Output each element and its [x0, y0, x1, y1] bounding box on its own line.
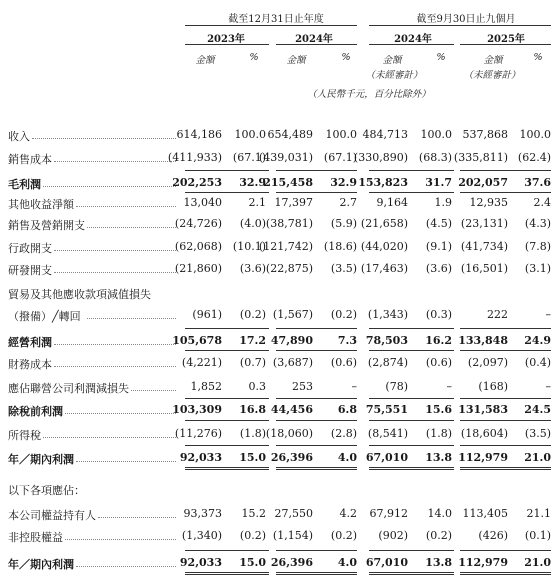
table-cell: 100.0 [420, 128, 452, 141]
table-cell: (330,890) [353, 151, 408, 164]
header-year-end: 截至12月31日止年度 [228, 14, 324, 25]
col-pct-3: % [436, 52, 446, 63]
table-cell: (21,860) [174, 262, 222, 275]
table-cell: 537,868 [462, 128, 508, 141]
table-cell: 614,186 [176, 128, 222, 141]
row-label: 所得稅 [8, 429, 41, 442]
table-cell: – [545, 308, 551, 321]
table-cell: (4.5) [425, 217, 452, 230]
table-cell: (62,068) [174, 240, 222, 253]
table-cell: 31.7 [425, 176, 452, 189]
table-cell: 2.1 [248, 196, 266, 209]
table-cell: 100.0 [234, 128, 266, 141]
table-cell: (411,933) [167, 151, 222, 164]
table-cell: (1.8) [425, 427, 452, 440]
year-2025: 2025年 [487, 34, 525, 45]
header-nine-months: 截至9月30日止九個月 [416, 14, 516, 25]
table-cell: 131,583 [458, 403, 508, 416]
unaudited-2025: （未經審計） [463, 70, 521, 81]
table-rule [185, 420, 269, 421]
table-cell: 92,033 [179, 556, 222, 569]
row-label: 非控股權益 [8, 531, 63, 544]
table-cell: (3.6) [425, 262, 452, 275]
table-cell: 14.0 [427, 507, 452, 520]
table-cell: (2.8) [330, 427, 357, 440]
table-rule [460, 398, 551, 399]
row-label: 其他收益淨額 [8, 198, 74, 211]
table-cell: 253 [292, 380, 313, 393]
table-cell: 105,678 [172, 334, 222, 347]
table-cell: (5.9) [330, 217, 357, 230]
table-rule [460, 350, 551, 351]
table-cell: 113,405 [462, 507, 508, 520]
table-rule [369, 467, 454, 470]
table-cell: (3.5) [330, 262, 357, 275]
table-cell: (2,874) [367, 356, 408, 369]
table-cell: (62.4) [517, 151, 551, 164]
table-cell: 21.0 [524, 451, 551, 464]
table-cell: 27,550 [274, 507, 313, 520]
row-label: 行政開支 [8, 242, 52, 255]
table-rule [276, 170, 357, 171]
table-cell: 21.0 [524, 556, 551, 569]
table-cell: (68.3) [418, 151, 452, 164]
table-cell: 202,057 [458, 176, 508, 189]
table-cell: (0.2) [239, 308, 266, 321]
table-cell: (961) [192, 308, 222, 321]
table-cell: 32.9 [239, 176, 266, 189]
table-cell: 13.8 [425, 451, 452, 464]
table-rule [460, 170, 551, 171]
table-cell: (18,604) [460, 427, 508, 440]
table-cell: (3,687) [272, 356, 313, 369]
table-cell: (0.6) [330, 356, 357, 369]
table-cell: 100.0 [325, 128, 357, 141]
table-rule [276, 328, 357, 329]
table-cell: 133,848 [458, 334, 508, 347]
rule-2023 [185, 44, 269, 45]
table-cell: (24,726) [174, 217, 222, 230]
table-cell: (1,343) [367, 308, 408, 321]
table-rule [276, 420, 357, 421]
table-rule [369, 350, 454, 351]
year-2024a: 2024年 [295, 34, 333, 45]
rule-2024a [276, 44, 357, 45]
table-cell: (0.2) [425, 529, 452, 542]
row-label: 除稅前利潤 [8, 405, 63, 418]
col-amount-2: 金額 [286, 55, 306, 66]
unaudited-2024: （未經審計） [365, 70, 423, 81]
table-rule [185, 445, 269, 446]
row-label: 應佔聯營公司利潤減損失 [8, 382, 129, 395]
table-cell: 24.5 [524, 403, 551, 416]
table-cell: (23,131) [460, 217, 508, 230]
table-cell: 16.2 [425, 334, 452, 347]
table-rule [369, 420, 454, 421]
table-cell: (18.6) [323, 240, 357, 253]
row-label: 年／期內利潤 [8, 558, 74, 571]
table-cell: (67.1) [232, 151, 266, 164]
table-cell: (18,060) [265, 427, 313, 440]
table-cell: (0.3) [425, 308, 452, 321]
table-rule [369, 398, 454, 399]
table-cell: (0.2) [239, 529, 266, 542]
table-rule [369, 550, 454, 551]
table-rule [185, 328, 269, 329]
table-cell: 15.0 [239, 556, 266, 569]
row-label: 年／期內利潤 [8, 453, 74, 466]
table-cell: (0.1) [524, 529, 551, 542]
table-cell: (4.3) [524, 217, 551, 230]
table-cell: 15.0 [239, 451, 266, 464]
table-cell: (902) [378, 529, 408, 542]
table-cell: 654,489 [267, 128, 313, 141]
table-rule [185, 350, 269, 351]
table-rule [276, 572, 357, 575]
table-cell: 112,979 [458, 556, 508, 569]
table-rule [460, 467, 551, 470]
table-cell: 2.4 [533, 196, 551, 209]
table-rule [369, 192, 454, 193]
row-label: 銷售及營銷開支 [8, 219, 85, 232]
table-cell: 16.8 [239, 403, 266, 416]
table-cell: (78) [385, 380, 408, 393]
unit-note: （人民幣千元，百分比除外） [307, 89, 431, 100]
table-rule [276, 350, 357, 351]
table-cell: 1.9 [434, 196, 452, 209]
table-cell: 100.0 [519, 128, 551, 141]
table-cell: 92,033 [179, 451, 222, 464]
col-pct-2: % [341, 52, 351, 63]
table-cell: 67,010 [365, 556, 408, 569]
table-cell: (439,031) [258, 151, 313, 164]
table-rule [460, 550, 551, 551]
table-cell: (0.7) [239, 356, 266, 369]
year-2024b: 2024年 [394, 34, 432, 45]
table-cell: 15.6 [425, 403, 452, 416]
rule-year-end [185, 25, 357, 26]
table-rule [276, 192, 357, 193]
table-cell: (17,463) [360, 262, 408, 275]
row-label: 銷售成本 [8, 153, 52, 166]
table-rule [276, 550, 357, 551]
table-rule [460, 420, 551, 421]
table-cell: (2,097) [467, 356, 508, 369]
row-label: 收入 [8, 130, 30, 143]
table-cell: 12,935 [469, 196, 508, 209]
table-rule [460, 328, 551, 329]
table-rule [185, 550, 269, 551]
table-rule [369, 572, 454, 575]
table-rule [369, 328, 454, 329]
table-cell: 78,503 [365, 334, 408, 347]
table-cell: – [545, 380, 551, 393]
table-cell: (121,742) [258, 240, 313, 253]
table-cell: (0.4) [524, 356, 551, 369]
table-cell: 4.0 [337, 556, 357, 569]
table-rule [185, 398, 269, 399]
rule-2025 [460, 44, 551, 45]
rule-nine-months [369, 25, 551, 26]
table-cell: 153,823 [358, 176, 408, 189]
table-rule [369, 170, 454, 171]
table-cell: (168) [478, 380, 508, 393]
table-cell: (0.2) [330, 308, 357, 321]
table-cell: (38,781) [265, 217, 313, 230]
rule-2024b [369, 44, 454, 45]
table-cell: 202,253 [172, 176, 222, 189]
col-pct-1: % [249, 52, 259, 63]
row-label: 本公司權益持有人 [8, 509, 96, 522]
table-cell: 75,551 [365, 403, 408, 416]
table-rule [276, 467, 357, 470]
table-rule [369, 445, 454, 446]
table-cell: 17,397 [274, 196, 313, 209]
table-cell: (11,276) [174, 427, 222, 440]
table-cell: (4,221) [181, 356, 222, 369]
table-cell: (335,811) [453, 151, 508, 164]
table-cell: 13.8 [425, 556, 452, 569]
table-cell: (3.1) [524, 262, 551, 275]
table-cell: (44,020) [360, 240, 408, 253]
table-cell: (21,658) [360, 217, 408, 230]
table-cell: 32.9 [330, 176, 357, 189]
table-cell: – [446, 380, 452, 393]
table-cell: (0.6) [425, 356, 452, 369]
table-cell: 6.8 [337, 403, 357, 416]
table-cell: 215,458 [263, 176, 313, 189]
table-cell: 24.9 [524, 334, 551, 347]
row-label: （撥備）╱轉回 [8, 310, 81, 323]
table-cell: 67,912 [369, 507, 408, 520]
row-label: 研發開支 [8, 264, 52, 277]
table-rule [185, 170, 269, 171]
table-cell: (10.1) [232, 240, 266, 253]
table-cell: (41,734) [460, 240, 508, 253]
table-cell: 26,396 [270, 451, 313, 464]
col-amount-3: 金額 [382, 55, 402, 66]
table-cell: 44,456 [270, 403, 313, 416]
table-rule [460, 572, 551, 575]
table-cell: 103,309 [172, 403, 222, 416]
table-cell: (4.0) [239, 217, 266, 230]
table-cell: 112,979 [458, 451, 508, 464]
table-rule [185, 572, 269, 575]
table-rule [460, 192, 551, 193]
table-cell: 17.2 [239, 334, 266, 347]
table-cell: 4.0 [337, 451, 357, 464]
table-rule [185, 467, 269, 470]
table-cell: (0.2) [330, 529, 357, 542]
col-pct-4: % [533, 52, 543, 63]
table-cell: (67.1) [323, 151, 357, 164]
table-cell: (1,567) [272, 308, 313, 321]
row-label: 毛利潤 [8, 178, 41, 191]
row-label: 財務成本 [8, 358, 52, 371]
table-cell: (8,541) [367, 427, 408, 440]
table-cell: 222 [487, 308, 508, 321]
table-cell: 2.7 [339, 196, 357, 209]
row-label: 貿易及其他應收款項減值損失 [8, 288, 151, 301]
table-cell: 15.2 [241, 507, 266, 520]
table-cell: (16,501) [460, 262, 508, 275]
table-cell: 0.3 [248, 380, 266, 393]
table-rule [460, 445, 551, 446]
table-cell: 93,373 [183, 507, 222, 520]
table-cell: (9.1) [425, 240, 452, 253]
table-cell: (7.8) [524, 240, 551, 253]
table-cell: 1,852 [190, 380, 222, 393]
row-label: 經營利潤 [8, 336, 52, 349]
table-cell: 67,010 [365, 451, 408, 464]
table-cell: (3.5) [524, 427, 551, 440]
table-rule [276, 398, 357, 399]
year-2023: 2023年 [207, 34, 245, 45]
col-amount-1: 金額 [195, 55, 215, 66]
row-label: 以下各項應佔： [8, 484, 85, 497]
table-cell: 7.3 [337, 334, 357, 347]
table-cell: 37.6 [524, 176, 551, 189]
table-cell: – [351, 380, 357, 393]
table-cell: 4.2 [339, 507, 357, 520]
table-cell: 9,164 [376, 196, 408, 209]
table-cell: (1.8) [239, 427, 266, 440]
table-cell: (1,340) [181, 529, 222, 542]
table-cell: 26,396 [270, 556, 313, 569]
table-cell: (426) [478, 529, 508, 542]
table-cell: (1,154) [272, 529, 313, 542]
table-rule [276, 445, 357, 446]
table-cell: (3.6) [239, 262, 266, 275]
table-cell: 13,040 [183, 196, 222, 209]
table-rule [185, 192, 269, 193]
table-cell: 47,890 [270, 334, 313, 347]
table-cell: 484,713 [362, 128, 408, 141]
table-cell: 21.1 [526, 507, 551, 520]
col-amount-4: 金額 [483, 55, 503, 66]
table-cell: (22,875) [265, 262, 313, 275]
